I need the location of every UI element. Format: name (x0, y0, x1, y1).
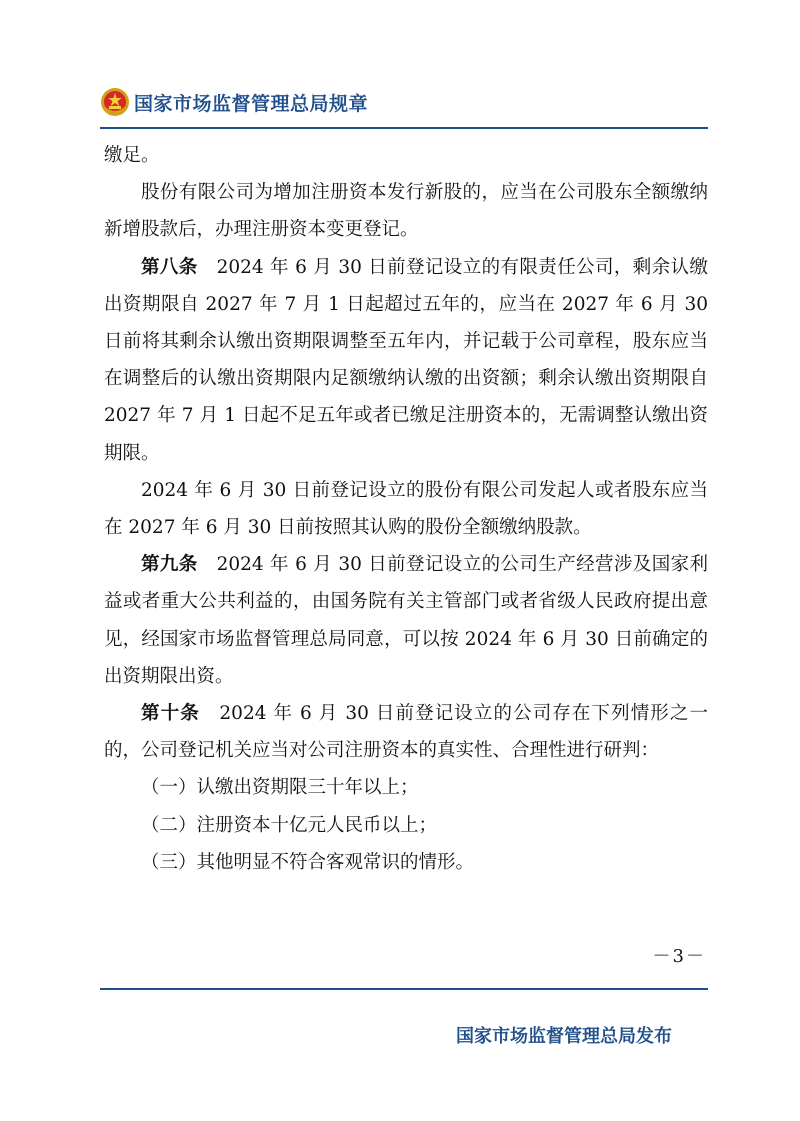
article-9 (104, 546, 708, 695)
list-item: （二）注册资本十亿元人民币以上； (141, 814, 438, 836)
national-emblem-icon (100, 87, 130, 117)
article-number: 第八条 (141, 256, 198, 278)
article-8 (104, 249, 708, 472)
paragraph: 缴足。 (104, 145, 160, 166)
article-text: 2024 年 6 月 30 日前登记设立的公司存在下列情形之一的，公司登记机关应当对公司注册资本的真实性、合理性进行研判： (104, 703, 708, 762)
article-text: 2024 年 6 月 30 日前登记设立的有限责任公司，剩余认缴出资期限自 2027 年 7 月 1 日起超过五年的，应当在 2027 年 6 月 30 日前将其剩余认缴出资期限调整至五年内，并记载于公司章程，股东应当在调整后的认缴出资期限内足额缴纳认缴的出资额；剩余认缴出资期限自 2027 年 7 月 1 日起不足五年或者已缴足注册资本的，无需调整认缴出资期限。 (104, 256, 708, 464)
header-title: 国家市场监督管理总局规章 (134, 92, 369, 115)
footer-publisher: 国家市场监督管理总局发布 (456, 1026, 672, 1047)
list-item: （一）认缴出资期限三十年以上； (141, 777, 419, 799)
footer-divider (100, 988, 708, 990)
paragraph: 2024 年 6 月 30 日前登记设立的股份有限公司发起人或者股东应当在 2027 年 6 月 30 日前按照其认购的股份全额缴纳股款。 (104, 479, 708, 539)
page-number: －3－ (652, 946, 706, 967)
list-item: （三）其他明显不符合客观常识的情形。 (141, 851, 475, 873)
page-header (100, 82, 708, 122)
header-divider (100, 127, 708, 129)
paragraph: 股份有限公司为增加注册资本发行新股的，应当在公司股东全额缴纳新增股款后，办理注册资本变更登记。 (104, 182, 708, 241)
article-10 (104, 695, 708, 769)
document-body (104, 137, 708, 881)
article-number: 第九条 (141, 554, 198, 576)
article-number: 第十条 (141, 703, 200, 725)
article-text: 2024 年 6 月 30 日前登记设立的公司生产经营涉及国家利益或者重大公共利益的，由国务院有关主管部门或者省级人民政府提出意见，经国家市场监督管理总局同意，可以按 2024 年 6 月 30 日前确定的出资期限出资。 (104, 554, 708, 687)
